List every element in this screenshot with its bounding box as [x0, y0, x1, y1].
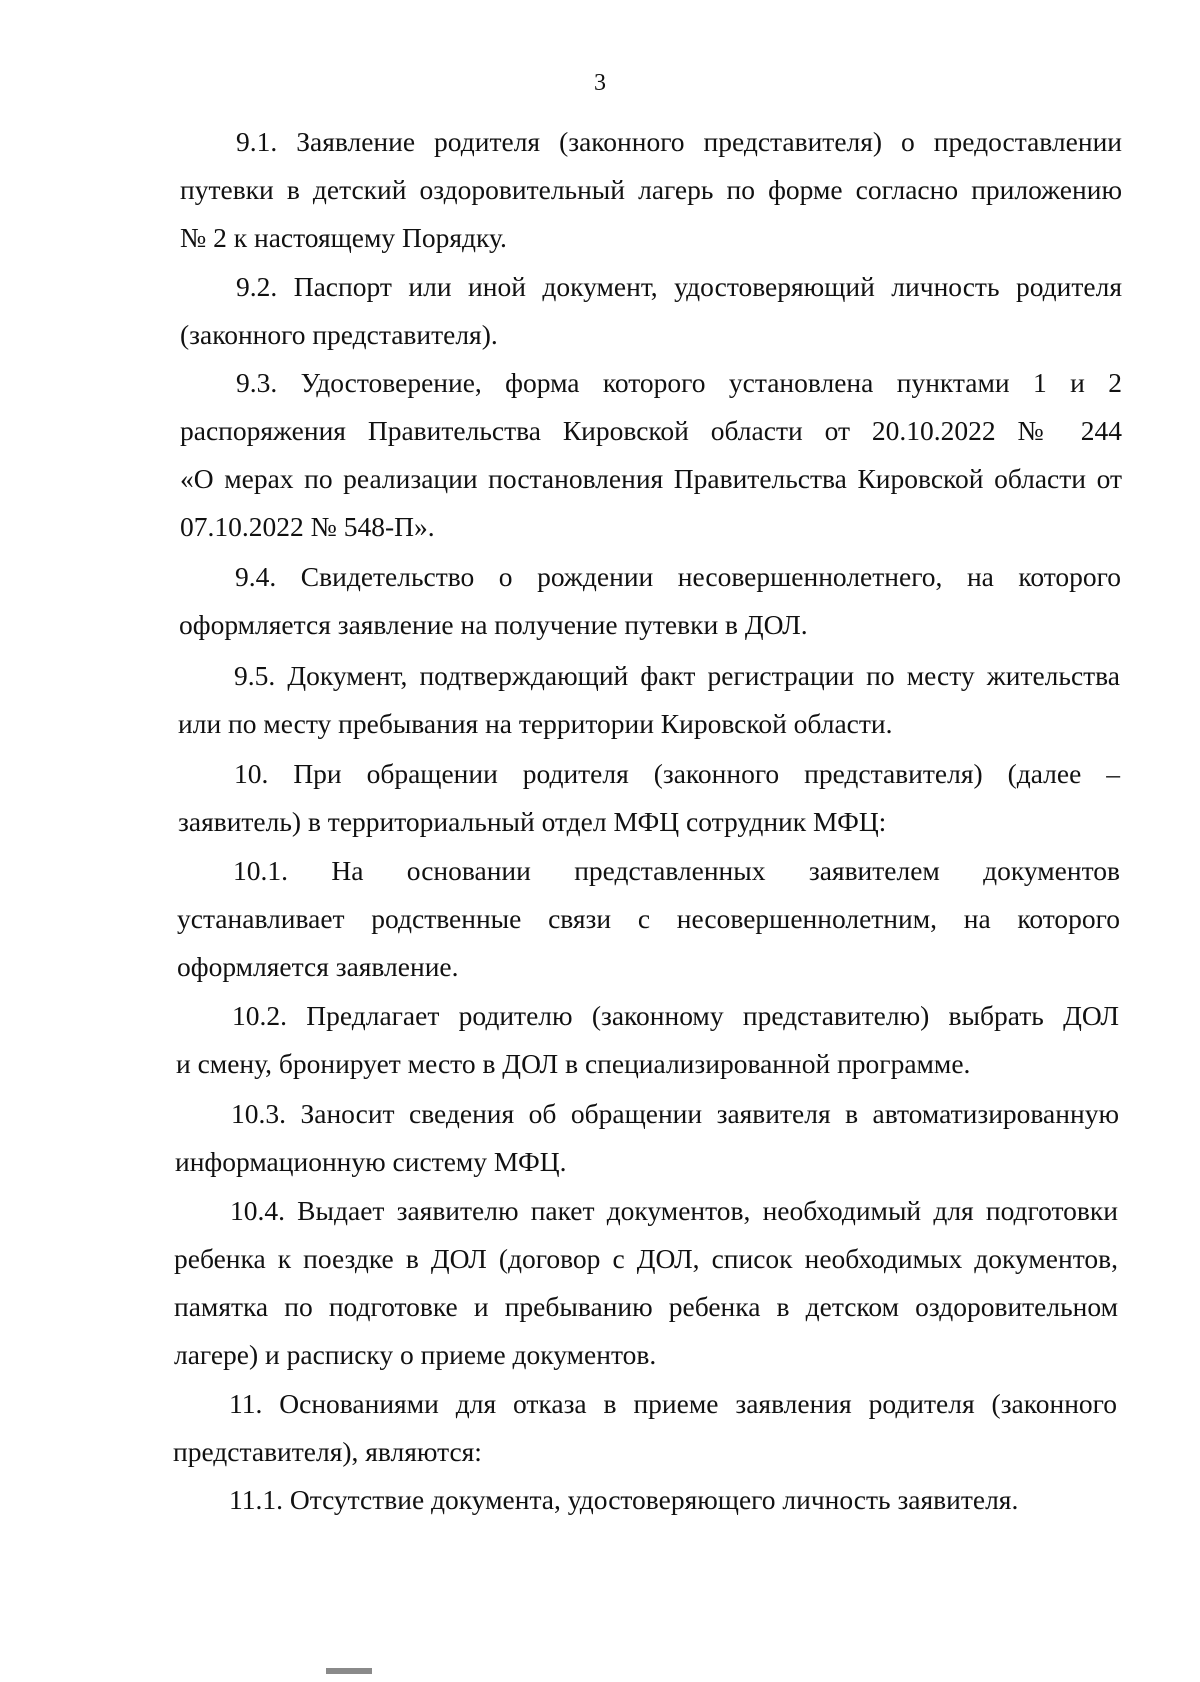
- paragraph-line: устанавливает родственные связи с несовершеннолетним, на которого: [177, 903, 1120, 934]
- paragraph-line: путевки в детский оздоровительный лагерь по форме согласно приложению: [180, 174, 1122, 205]
- paragraph-line: 9.3. Удостоверение, форма которого установлена пунктами 1 и 2: [236, 367, 1122, 398]
- paragraph-line: 9.5. Документ, подтверждающий факт регистрации по месту жительства: [234, 660, 1120, 691]
- paragraph-10-4: [174, 1187, 1118, 1379]
- paragraph-line: представителя), являются:: [173, 1436, 482, 1467]
- paragraph-9-5: [178, 652, 1120, 748]
- paragraph-line: оформляется заявление.: [177, 951, 459, 982]
- paragraph-line: или по месту пребывания на территории Кировской области.: [178, 708, 893, 739]
- paragraph-line: оформляется заявление на получение путевки в ДОЛ.: [179, 609, 808, 640]
- paragraph-9-1: [180, 118, 1122, 262]
- paragraph-line: (законного представителя).: [180, 319, 498, 350]
- paragraph-line: 10.1. На основании представленных заявителем документов: [233, 855, 1120, 886]
- paragraph-line: и смену, бронирует место в ДОЛ в специализированной программе.: [176, 1048, 971, 1079]
- paragraph-line: 10.3. Заносит сведения об обращении заявителя в автоматизированную: [231, 1098, 1119, 1129]
- page-number: 3: [594, 70, 606, 96]
- paragraph-line: памятка по подготовке и пребыванию ребенка в детском оздоровительном: [174, 1291, 1118, 1322]
- paragraph-11: [173, 1380, 1117, 1476]
- paragraph-line: ребенка к поездке в ДОЛ (договор с ДОЛ, список необходимых документов,: [174, 1243, 1118, 1274]
- paragraph-line: 11. Основаниями для отказа в приеме заявления родителя (законного: [229, 1388, 1117, 1419]
- paragraph-line: 9.1. Заявление родителя (законного представителя) о предоставлении: [236, 126, 1122, 157]
- paragraph-10: [178, 750, 1120, 846]
- paragraph-10-3: [175, 1090, 1119, 1186]
- footer-scan-mark: [326, 1668, 372, 1674]
- paragraph-line: 11.1. Отсутствие документа, удостоверяющего личность заявителя.: [229, 1484, 1019, 1515]
- paragraph-9-3: [180, 359, 1122, 551]
- paragraph-line: 10.2. Предлагает родителю (законному представителю) выбрать ДОЛ: [232, 1000, 1119, 1031]
- paragraph-line: распоряжения Правительства Кировской области от 20.10.2022 № 244: [180, 415, 1122, 446]
- paragraph-9-2: [180, 263, 1122, 359]
- paragraph-line: лагере) и расписку о приеме документов.: [174, 1339, 657, 1370]
- paragraph-line: № 2 к настоящему Порядку.: [180, 222, 507, 253]
- paragraph-line: заявитель) в территориальный отдел МФЦ сотрудник МФЦ:: [178, 806, 887, 837]
- paragraph-line: информационную систему МФЦ.: [175, 1146, 567, 1177]
- paragraph-11-1: [173, 1476, 1117, 1524]
- paragraph-line: 07.10.2022 № 548-П».: [180, 511, 435, 542]
- paragraph-10-2: [176, 992, 1119, 1088]
- paragraph-line: 9.2. Паспорт или иной документ, удостоверяющий личность родителя: [236, 271, 1122, 302]
- paragraph-line: 9.4. Свидетельство о рождении несовершеннолетнего, на которого: [235, 561, 1121, 592]
- paragraph-9-4: [179, 553, 1121, 649]
- paragraph-line: 10.4. Выдает заявителю пакет документов, необходимый для подготовки: [230, 1195, 1118, 1226]
- paragraph-line: 10. При обращении родителя (законного представителя) (далее –: [234, 758, 1120, 789]
- paragraph-line: «О мерах по реализации постановления Правительства Кировской области от: [180, 463, 1122, 494]
- paragraph-10-1: [177, 847, 1120, 991]
